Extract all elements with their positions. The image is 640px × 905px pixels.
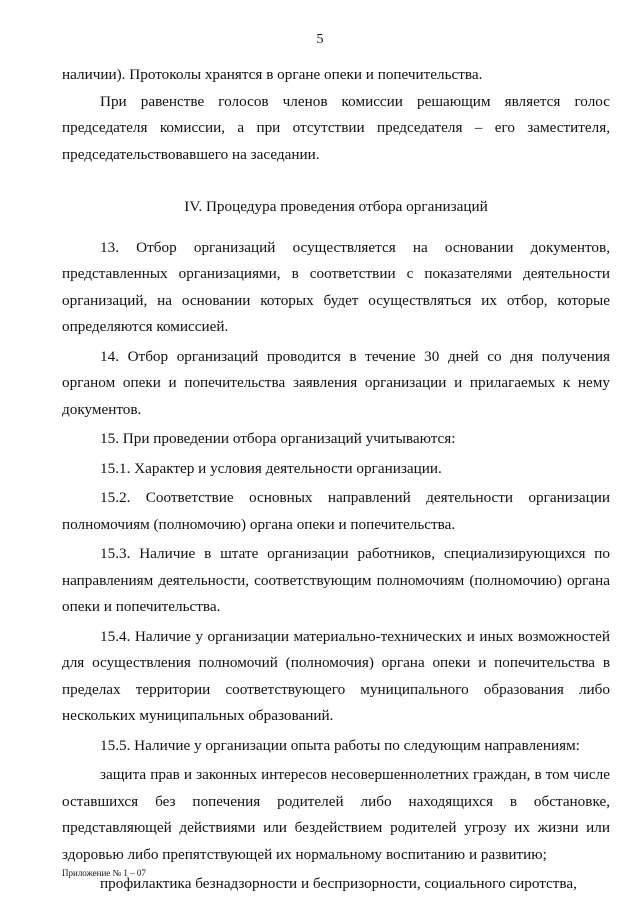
paragraph-protection: защита прав и законных интересов несовершеннолетних граждан, в том числе оставшихся без попечения родителей либо находящихся в обстановке, представляющей действиями или бездействием родителей угрозу их жизни или здоровью либо препятствующей их нормальному воспитанию и развитию; [62,766,610,863]
footer-label: Приложение № 1 – 07 [62,868,146,878]
document-body [62,62,610,898]
paragraph-15-3: 15.3. Наличие в штате организации работников, специализирующихся по направлениям деятельности, соответствующим полномочиям (полномочию) органа опеки и попечительства. [62,545,610,615]
section-heading: IV. Процедура проведения отбора организаций [184,198,488,215]
paragraph-13: 13. Отбор организаций осуществляется на основании документов, представленных организациями, в соответствии с показателями деятельности организаций, на основании которых будет осуществляться их отбор, которые определяются комиссией. [62,238,610,335]
paragraph-prevention: профилактика безнадзорности и беспризорности, социального сиротства, [100,875,577,892]
paragraph-15-5: 15.5. Наличие у организации опыта работы по следующим направлениям: [100,736,580,754]
paragraph-14: 14. Отбор организаций проводится в течение 30 дней со дня получения органом опеки и попечительства заявления организации и прилагаемых к нему документов. [62,347,610,418]
paragraph-15: 15. При проведении отбора организаций учитываются: [100,430,456,447]
paragraph-tie-vote: При равенстве голосов членов комиссии решающим является голос председателя комиссии, а при отсутствии председателя – его заместителя, председательствовавшего на заседании. [62,92,610,163]
page-number: 5 [316,32,324,47]
paragraph-15-4: 15.4. Наличие у организации материально-технических и иных возможностей для осуществления полномочий (полномочия) органа опеки и попечительства в пределах территории соответствующего муниципального образования либо нескольких муниципальных образований. [62,627,610,724]
paragraph-15-2: 15.2. Соответствие основных направлений деятельности организации полномочиям (полномочию) органа опеки и попечительства. [62,489,610,533]
paragraph-continuation: наличии). Протоколы хранятся в органе опеки и попечительства. [62,66,483,83]
paragraph-15-1: 15.1. Характер и условия деятельности организации. [100,459,442,477]
